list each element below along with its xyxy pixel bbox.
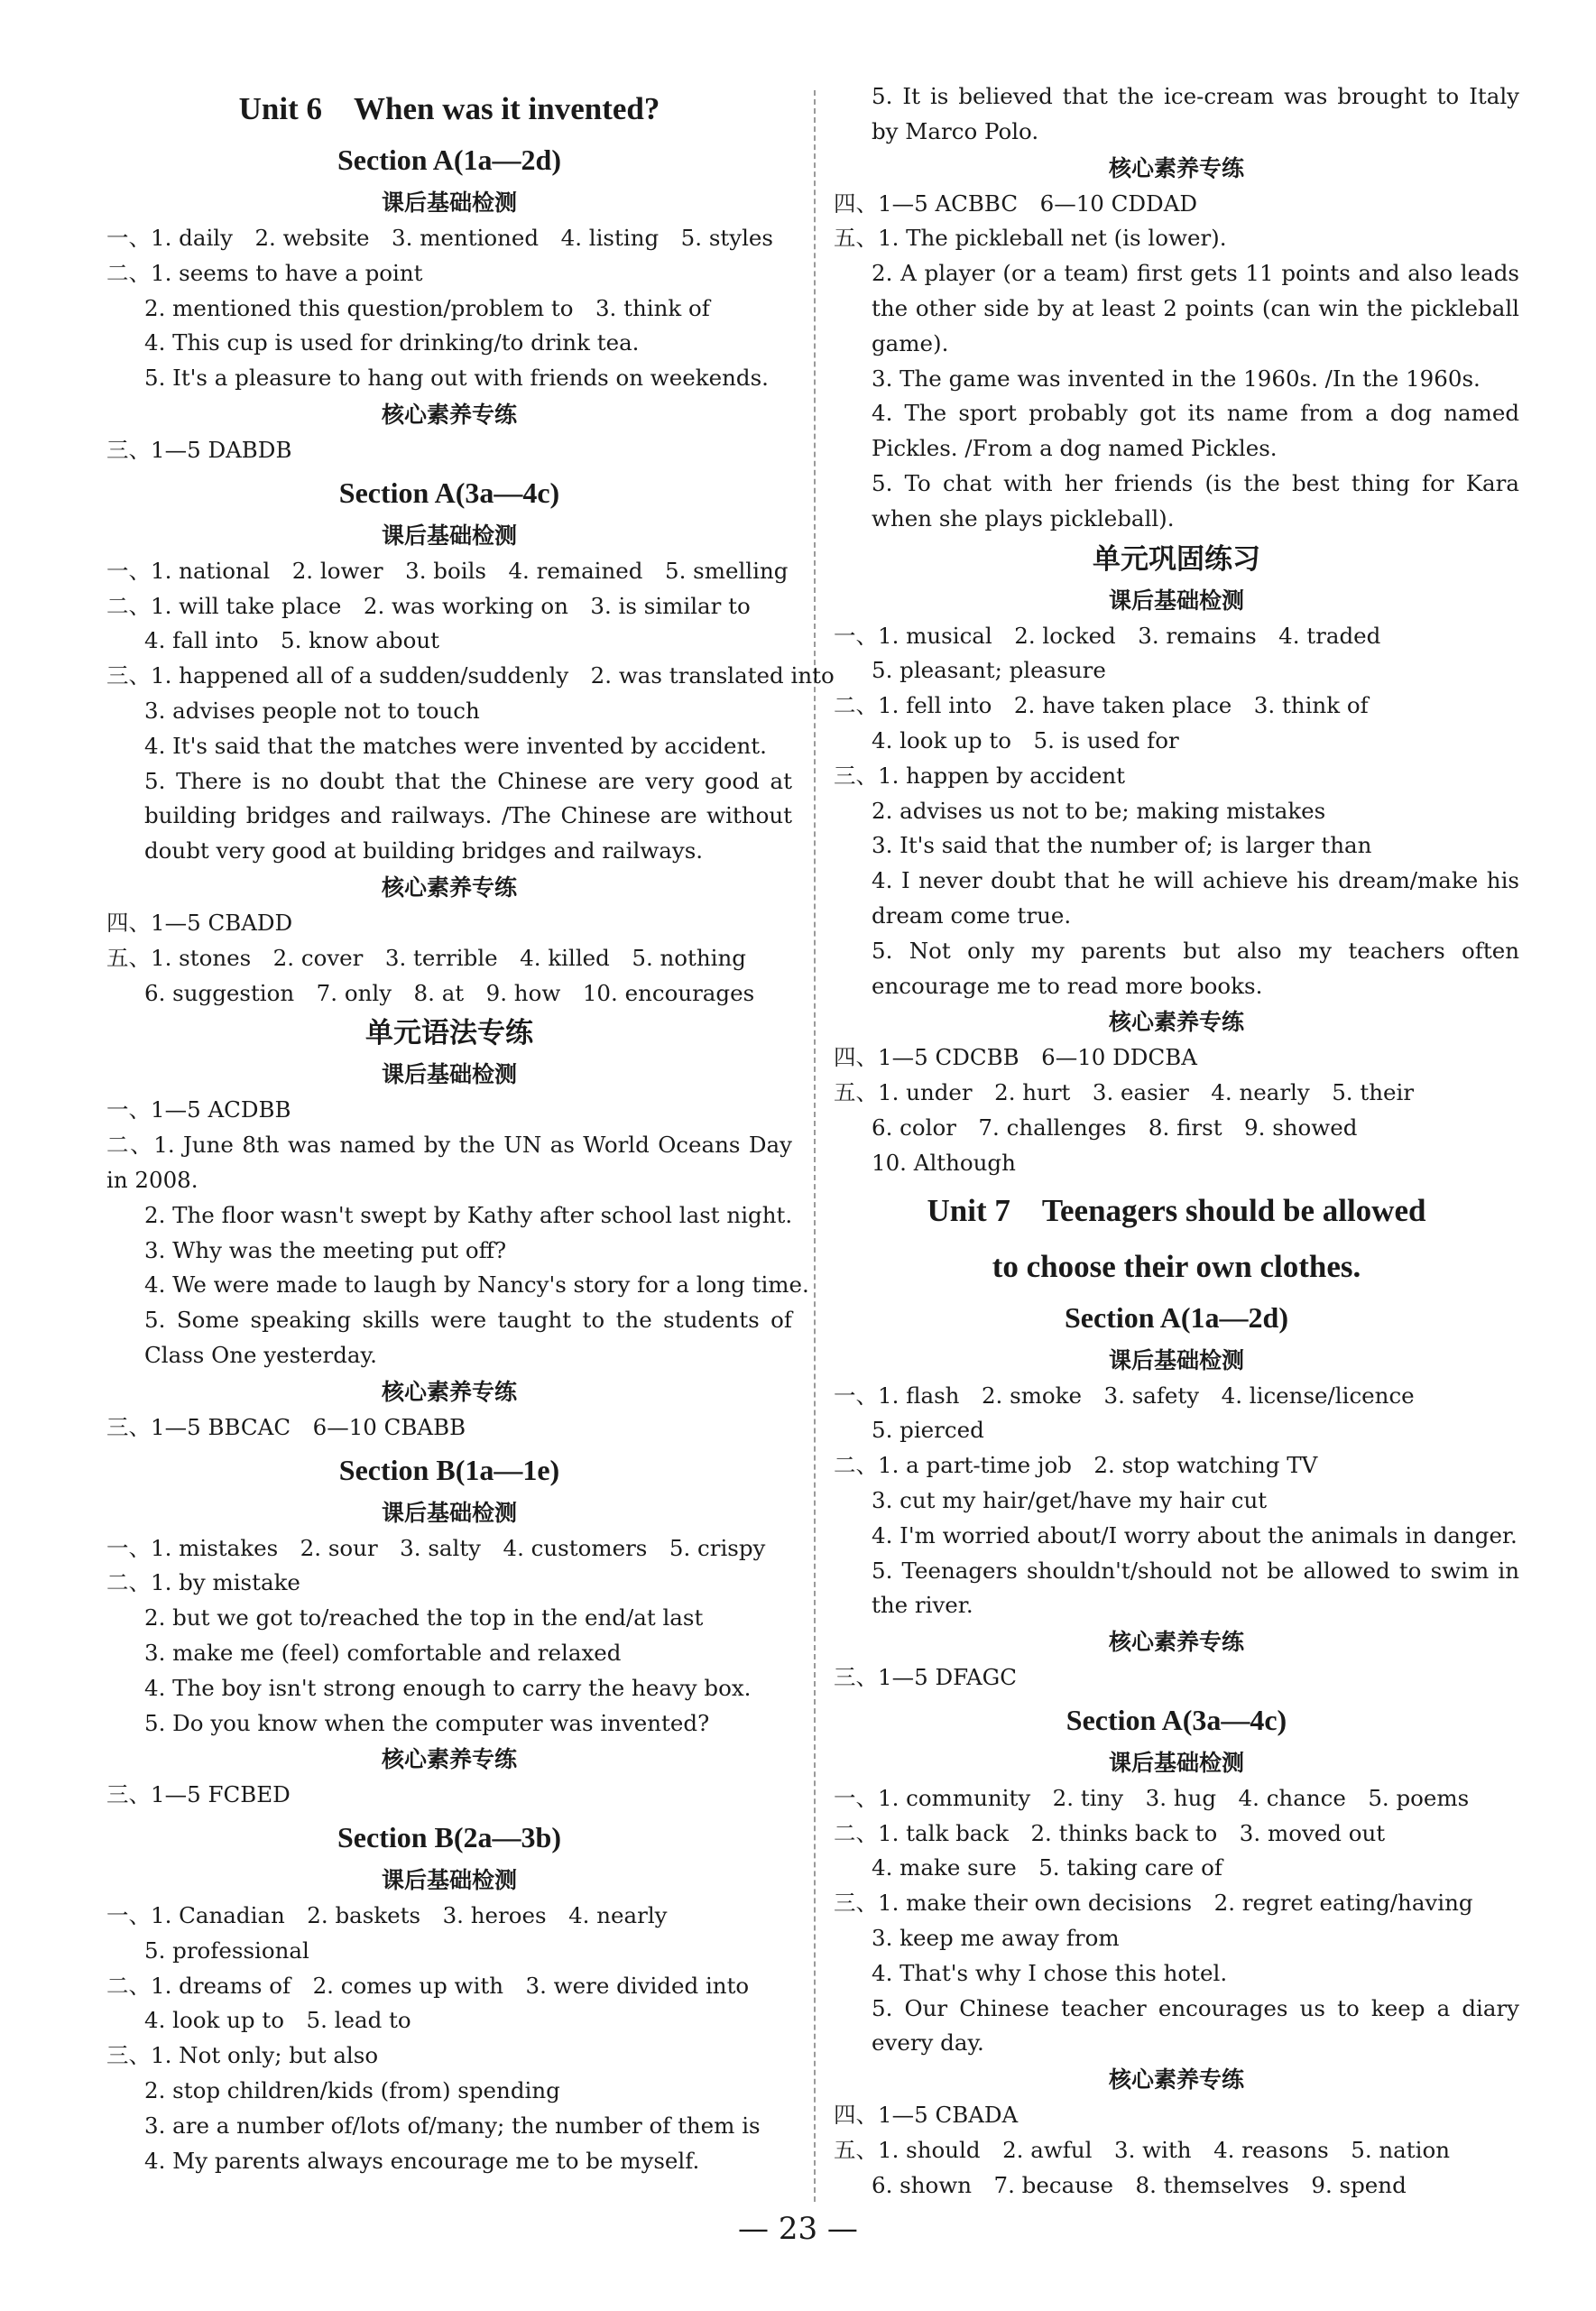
section-heading: Section B(2a—3b) <box>337 1821 561 1854</box>
answer-line: 5. pleasant; pleasure <box>872 657 1106 684</box>
answer-paragraph: 2. A player (or a team) first gets 11 points and also leads the other side by at least 2 points (can win the pickleball game). <box>872 260 1519 356</box>
answer-line: 4. The boy isn't strong enough to carry the heavy box. <box>144 1674 752 1701</box>
answer-line: 3. are a number of/lots of/many; the number of them is <box>144 2112 761 2139</box>
answer-line: 3. Why was the meeting put off? <box>144 1236 507 1263</box>
answer-line: 6. suggestion 7. only 8. at 9. how 10. encourages <box>144 979 755 1006</box>
answer-line: 二、1. seems to have a point <box>106 259 423 286</box>
subsection-label: 核心素养专练 <box>381 1746 517 1773</box>
section-heading: Section B(1a—1e) <box>338 1453 560 1486</box>
answer-line: 二、1. will take place 2. was working on 3. is similar to <box>106 592 751 619</box>
subsection-label: 课后基础检测 <box>381 1061 517 1088</box>
section-heading: Section A(1a—2d) <box>337 143 561 176</box>
answer-line: 3. The game was invented in the 1960s. /In the 1960s. <box>872 365 1481 392</box>
answer-line: 四、1—5 CBADD <box>106 909 293 936</box>
subsection-label: 核心素养专练 <box>1108 154 1244 181</box>
subsection-label: 核心素养专练 <box>1108 1009 1244 1036</box>
section-heading: Section A(3a—4c) <box>1066 1703 1287 1736</box>
answer-line: 五、1. should 2. awful 3. with 4. reasons 5. nation <box>834 2137 1450 2164</box>
answer-line: 6. shown 7. because 8. themselves 9. spend <box>872 2171 1407 2198</box>
answer-paragraph: 4. The sport probably got its name from a dog named Pickles. /From a dog named Pickles. <box>872 400 1519 462</box>
answer-line: 四、1—5 ACBBC 6—10 CDDAD <box>834 190 1198 217</box>
answer-line: 五、1. stones 2. cover 3. terrible 4. killed 5. nothing <box>106 944 746 971</box>
answer-line: 二、1. a part-time job 2. stop watching TV <box>834 1452 1318 1479</box>
answer-line: 4. look up to 5. lead to <box>144 2007 411 2034</box>
answer-line: 4. fall into 5. know about <box>144 627 439 654</box>
answer-line: 2. mentioned this question/problem to 3. think of <box>144 294 710 321</box>
answer-paragraph: 5. Teenagers shouldn't/should not be allowed to swim in the river. <box>872 1557 1519 1619</box>
answer-line: 4. make sure 5. taking care of <box>872 1854 1222 1881</box>
subsection-label: 课后基础检测 <box>381 190 517 216</box>
answer-line: 3. advises people not to touch <box>144 697 480 724</box>
answer-line: 2. advises us not to be; making mistakes <box>872 797 1326 824</box>
page-number: — 23 — <box>738 2211 858 2247</box>
right-column <box>834 79 1519 2204</box>
answer-paragraph: 4. I never doubt that he will achieve his dream/make his dream come true. <box>872 867 1519 929</box>
section-heading: Section A(1a—2d) <box>1065 1300 1288 1334</box>
answer-line: 4. This cup is used for drinking/to drink tea. <box>144 329 640 356</box>
answer-line: 三、1. Not only; but also <box>106 2042 379 2069</box>
answer-line: 2. but we got to/reached the top in the end/at last <box>144 1604 704 1632</box>
answer-paragraph: 5. Not only my parents but also my teachers often encourage me to read more books. <box>872 937 1519 999</box>
answer-line: 3. It's said that the number of; is larger than <box>872 832 1372 859</box>
subsection-label: 课后基础检测 <box>381 522 517 549</box>
answer-line: 二、1. talk back 2. thinks back to 3. moved out <box>834 1819 1386 1846</box>
answer-line: 三、1. happened all of a sudden/suddenly 2. was translated into <box>106 662 835 689</box>
answer-paragraph: 5. It is believed that the ice-cream was brought to Italy by Marco Polo. <box>872 83 1519 144</box>
answer-line: 5. It's a pleasure to hang out with friends on weekends. <box>144 365 769 392</box>
answer-paragraph: 5. To chat with her friends (is the best thing for Kara when she plays pickleball). <box>872 469 1519 532</box>
answer-line: 5. Do you know when the computer was invented? <box>144 1709 710 1736</box>
answer-paragraph: 5. Our Chinese teacher encourages us to keep a diary every day. <box>872 1994 1519 2057</box>
answer-line: 一、1. flash 2. smoke 3. safety 4. license/licence <box>834 1382 1415 1409</box>
answer-line: 二、1. dreams of 2. comes up with 3. were divided into <box>106 1972 750 1999</box>
answer-line: 一、1. mistakes 2. sour 3. salty 4. customers 5. crispy <box>106 1534 766 1561</box>
subsection-label: 课后基础检测 <box>381 1867 517 1894</box>
answer-line: 3. make me (feel) comfortable and relaxed <box>144 1639 622 1666</box>
answer-line: 三、1. happen by accident <box>834 762 1125 789</box>
answer-line: 5. professional <box>144 1937 309 1964</box>
column-divider <box>814 90 816 2202</box>
block-heading: 单元巩固练习 <box>1093 542 1260 576</box>
section-heading: Section A(3a—4c) <box>338 476 560 509</box>
answer-line: 6. color 7. challenges 8. first 9. showed <box>872 1114 1358 1141</box>
answer-line: 3. keep me away from <box>872 1925 1120 1952</box>
answer-line: 4. It's said that the matches were invented by accident. <box>144 732 767 759</box>
answer-paragraph: 5. Some speaking skills were taught to the students of Class One yesterday. <box>144 1307 792 1368</box>
answer-paragraph: 5. There is no doubt that the Chinese are very good at building bridges and railways. /The Chinese are without doubt very good at building bridges and railways. <box>144 767 792 864</box>
answer-line: 一、1. musical 2. locked 3. remains 4. traded <box>834 622 1381 649</box>
answer-line: 三、1—5 DFAGC <box>834 1664 1017 1691</box>
answer-line: 一、1. Canadian 2. baskets 3. heroes 4. nearly <box>106 1902 668 1929</box>
subsection-label: 核心素养专练 <box>381 874 517 901</box>
answer-line: 一、1. community 2. tiny 3. hug 4. chance 5. poems <box>834 1784 1470 1811</box>
subsection-label: 核心素养专练 <box>1108 2066 1244 2094</box>
unit-title: Unit 6 When was it invented? <box>238 91 660 126</box>
answer-line: 4. I'm worried about/I worry about the animals in danger. <box>872 1521 1518 1548</box>
answer-paragraph: 二、1. June 8th was named by the UN as World Oceans Day in 2008. <box>106 1132 792 1193</box>
answer-line: 三、1. make their own decisions 2. regret eating/having <box>834 1890 1473 1917</box>
subsection-label: 核心素养专练 <box>381 401 517 428</box>
answer-line: 五、1. The pickleball net (is lower). <box>834 225 1227 252</box>
block-heading: 单元语法专练 <box>365 1017 533 1050</box>
answer-line: 4. We were made to laugh by Nancy's story for a long time. <box>144 1271 809 1299</box>
answer-line: 五、1. under 2. hurt 3. easier 4. nearly 5. their <box>834 1079 1415 1106</box>
answer-line: 2. The floor wasn't swept by Kathy after school last night. <box>144 1201 793 1228</box>
answer-line: 10. Although <box>872 1149 1016 1176</box>
answer-line: 一、1. daily 2. website 3. mentioned 4. listing 5. styles <box>106 225 773 251</box>
answer-line: 三、1—5 BBCAC 6—10 CBABB <box>106 1413 466 1440</box>
answer-line: 四、1—5 CDCBB 6—10 DDCBA <box>834 1044 1197 1071</box>
answer-line: 二、1. by mistake <box>106 1569 300 1596</box>
answer-line: 三、1—5 DABDB <box>106 436 292 463</box>
subsection-label: 课后基础检测 <box>381 1499 517 1526</box>
answer-line: 4. That's why I chose this hotel. <box>872 1959 1228 1986</box>
subsection-label: 课后基础检测 <box>1108 587 1244 614</box>
answer-line: 三、1—5 FCBED <box>106 1781 291 1808</box>
subsection-label: 核心素养专练 <box>1108 1629 1244 1656</box>
left-column <box>106 79 835 2178</box>
answer-line: 四、1—5 CBADA <box>834 2102 1019 2129</box>
answer-line: 4. look up to 5. is used for <box>872 726 1179 753</box>
subsection-label: 课后基础检测 <box>1108 1749 1244 1776</box>
answer-line: 3. cut my hair/get/have my hair cut <box>872 1486 1268 1513</box>
unit-title: Unit 7 Teenagers should be allowed <box>927 1192 1426 1228</box>
subsection-label: 核心素养专练 <box>381 1378 517 1405</box>
subsection-label: 课后基础检测 <box>1108 1346 1244 1373</box>
answer-line: 二、1. fell into 2. have taken place 3. think of <box>834 692 1369 719</box>
answer-line: 2. stop children/kids (from) spending <box>144 2077 560 2104</box>
answer-line: 5. pierced <box>872 1417 984 1444</box>
answer-line: 4. My parents always encourage me to be myself. <box>144 2147 700 2174</box>
answer-line: 一、1. national 2. lower 3. boils 4. remained 5. smelling <box>106 557 789 584</box>
unit-title: to choose their own clothes. <box>992 1248 1361 1284</box>
answer-line: 一、1—5 ACDBB <box>106 1096 291 1123</box>
